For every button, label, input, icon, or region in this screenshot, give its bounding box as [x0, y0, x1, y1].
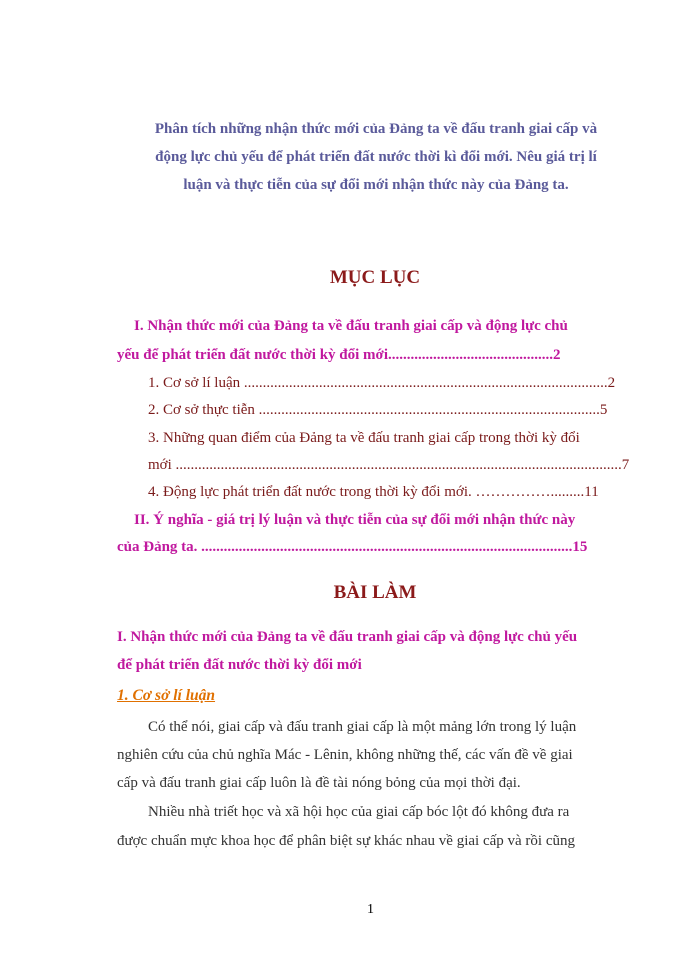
toc-entry-2[interactable]	[134, 510, 634, 530]
toc-leader: .................................................................................................	[243, 375, 608, 391]
toc-leader: ...................................................................................................	[201, 539, 573, 555]
toc-entry-1-4[interactable]	[148, 482, 632, 502]
section-title-line: để phát triển đất nước thời kỳ đổi mới	[117, 657, 362, 673]
toc-page-number: 15	[572, 539, 588, 555]
toc-entry-text: của Đảng ta.	[117, 539, 202, 555]
paragraph-line: Nhiều nhà triết học và xã hội học của giai cấp bóc lột đó không đưa ra	[148, 804, 570, 820]
toc-entry-1-cont[interactable]	[117, 345, 634, 365]
toc-entry-1-1[interactable]	[148, 373, 632, 393]
toc-entry-text: mới	[148, 457, 176, 473]
paragraph-line: cấp và đấu tranh giai cấp luôn là đề tài nóng bỏng của mọi thời đại.	[117, 775, 521, 791]
paragraph-line: được chuẩn mực khoa học để phân biệt sự khác nhau về giai cấp và rồi cũng	[117, 833, 575, 849]
title-line: động lực chủ yếu để phát triển đất nước thời kì đổi mới. Nêu giá trị lí	[155, 149, 597, 165]
toc-entry-2-cont[interactable]	[117, 537, 634, 557]
toc-entry-text: 2. Cơ sở thực tiễn	[148, 402, 259, 418]
toc-page-number: 11	[584, 484, 599, 500]
subsection-title: 1. Cơ sở lí luận	[117, 687, 216, 704]
toc-entry-1-2[interactable]	[148, 400, 632, 420]
toc-heading: MỤC LỤC	[329, 267, 421, 288]
toc-entry-1-3-cont[interactable]	[148, 455, 632, 475]
document-title	[118, 115, 634, 199]
title-line: luận và thực tiễn của sự đổi mới nhận thức này của Đảng ta.	[183, 177, 569, 193]
toc-entry-1[interactable]	[134, 316, 634, 336]
toc-entry-text: 1. Cơ sở lí luận	[148, 375, 244, 391]
title-line: Phân tích những nhận thức mới của Đảng ta về đấu tranh giai cấp và	[154, 121, 598, 137]
toc-entry-text: yếu để phát triển đất nước thời kỳ đổi mới	[117, 347, 389, 363]
toc-leader: ............................................	[388, 347, 554, 363]
toc-entry-text: 3. Những quan điểm của Đảng ta về đấu tranh giai cấp trong thời kỳ đổi	[148, 430, 580, 446]
toc-entry-1-3[interactable]	[148, 428, 634, 448]
paragraph-line: nghiên cứu của chủ nghĩa Mác - Lênin, không những thế, các vấn đề về giai	[117, 747, 573, 763]
toc-page-number: 5	[599, 402, 608, 418]
toc-page-number: 2	[607, 375, 616, 391]
body-heading: BÀI LÀM	[333, 582, 417, 603]
page-number: 1	[367, 902, 374, 917]
toc-page-number: 2	[553, 347, 561, 363]
paragraph-line: Có thể nói, giai cấp và đấu tranh giai cấp là một mảng lớn trong lý luận	[148, 719, 577, 735]
toc-entry-text: I. Nhận thức mới của Đảng ta về đấu tranh giai cấp và động lực chủ	[134, 318, 568, 334]
toc-leader: .......................................................................................................................	[175, 457, 622, 473]
toc-entry-text: 4. Động lực phát triển đất nước trong thời kỳ đổi mới.	[148, 484, 476, 500]
toc-page-number: 7	[621, 457, 630, 473]
section-title-line: I. Nhận thức mới của Đảng ta về đấu tranh giai cấp và động lực chủ yếu	[117, 629, 578, 645]
toc-entry-text: II. Ý nghĩa - giá trị lý luận và thực tiễn của sự đổi mới nhận thức này	[134, 512, 576, 528]
toc-leader: ...........................................................................................	[258, 402, 600, 418]
toc-leader: …………….........	[475, 484, 585, 500]
